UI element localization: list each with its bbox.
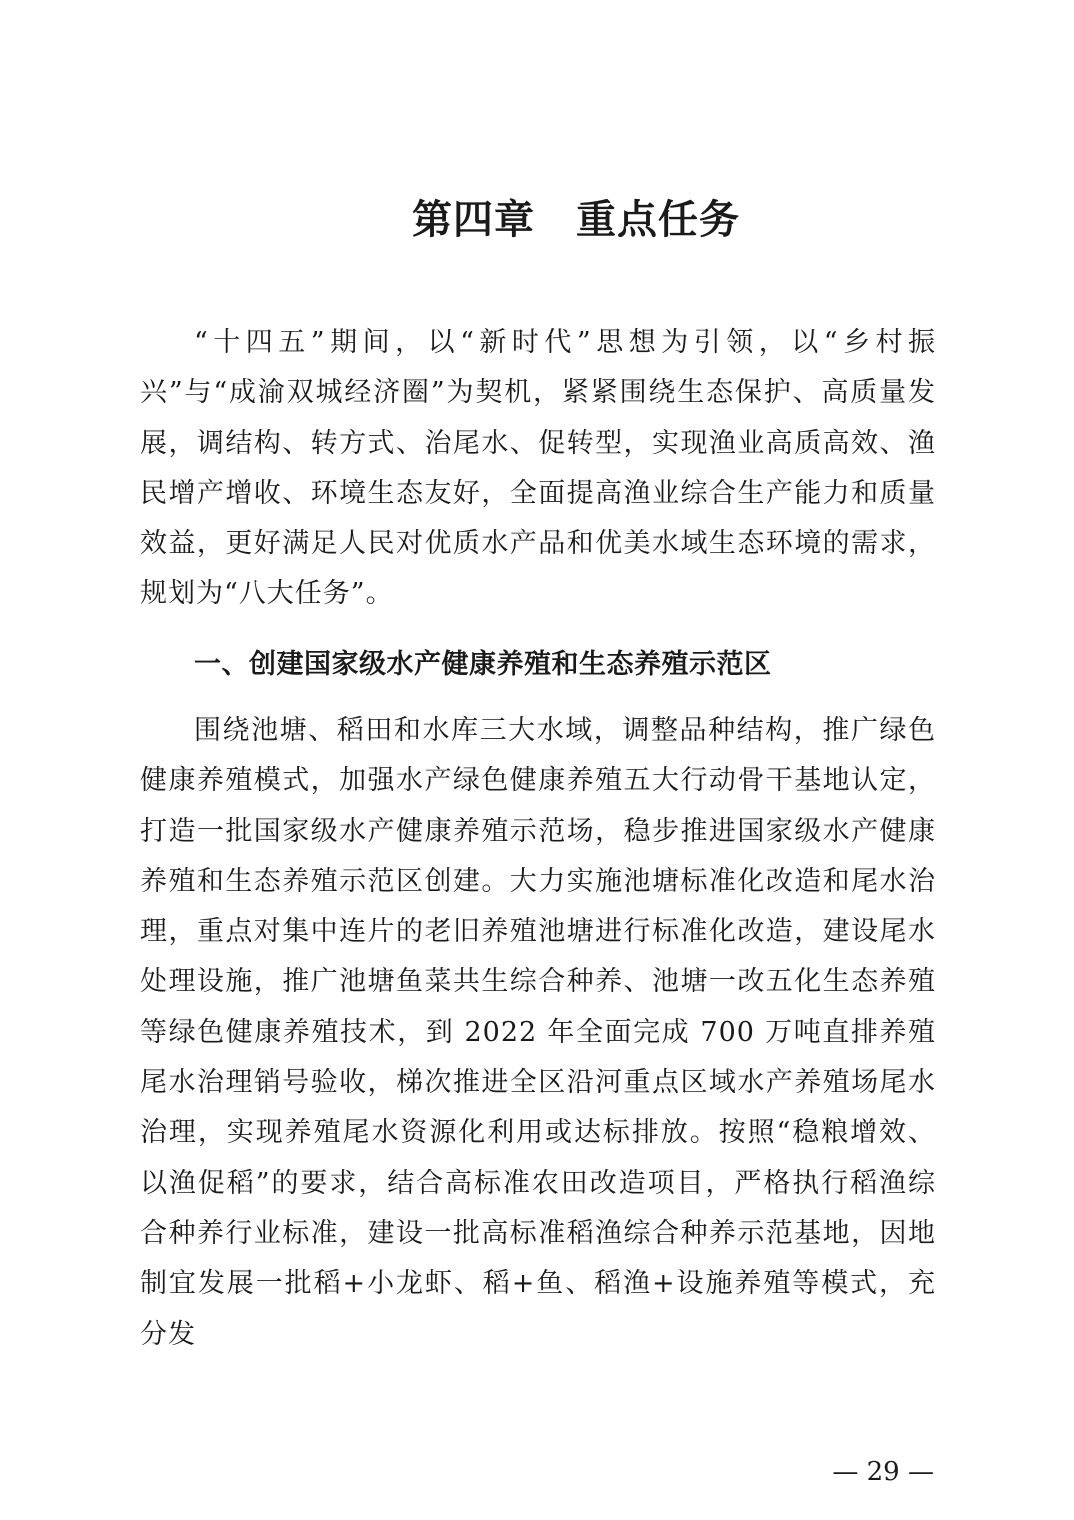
- intro-section: [140, 318, 936, 620]
- page-number: — 29 —: [832, 1457, 934, 1487]
- chapter-title: 第四章 重点任务: [412, 197, 740, 243]
- section-heading: 一、创建国家级水产健康养殖和生态养殖示范区: [194, 649, 772, 680]
- intro-paragraph: “十四五”期间，以“新时代”思想为引领，以“乡村振兴”与“成渝双城经济圈”为契机，紧紧围绕生态保护、高质量发展，调结构、转方式、治尾水、促转型，实现渔业高质高效、渔民增产增收、环境生态友好，全面提高渔业综合生产能力和质量效益，更好满足人民对优质水产品和优美水域生态环境的需求，规划为“八大任务”。: [140, 327, 936, 610]
- section-1: [140, 640, 936, 1360]
- section-paragraph: 围绕池塘、稻田和水库三大水域，调整品种结构，推广绿色健康养殖模式，加强水产绿色健康养殖五大行动骨干基地认定，打造一批国家级水产健康养殖示范场，稳步推进国家级水产健康养殖和生态养殖示范区创建。大力实施池塘标准化改造和尾水治理，重点对集中连片的老旧养殖池塘进行标准化改造，建设尾水处理设施，推广池塘鱼菜共生综合种养、池塘一改五化生态养殖等绿色健康养殖技术，到 2022 年全面完成 700 万吨直排养殖尾水治理销号验收，梯次推进全区沿河重点区域水产养殖场尾水治理，实现养殖尾水资源化利用或达标排放。按照“稳粮增效、以渔促稻”的要求，结合高标准农田改造项目，严格执行稻渔综合种养行业标准，建设一批高标准稻渔综合种养示范基地，因地制宜发展一批稻+小龙虾、稻+鱼、稻渔+设施养殖等模式，充分发: [140, 715, 936, 1350]
